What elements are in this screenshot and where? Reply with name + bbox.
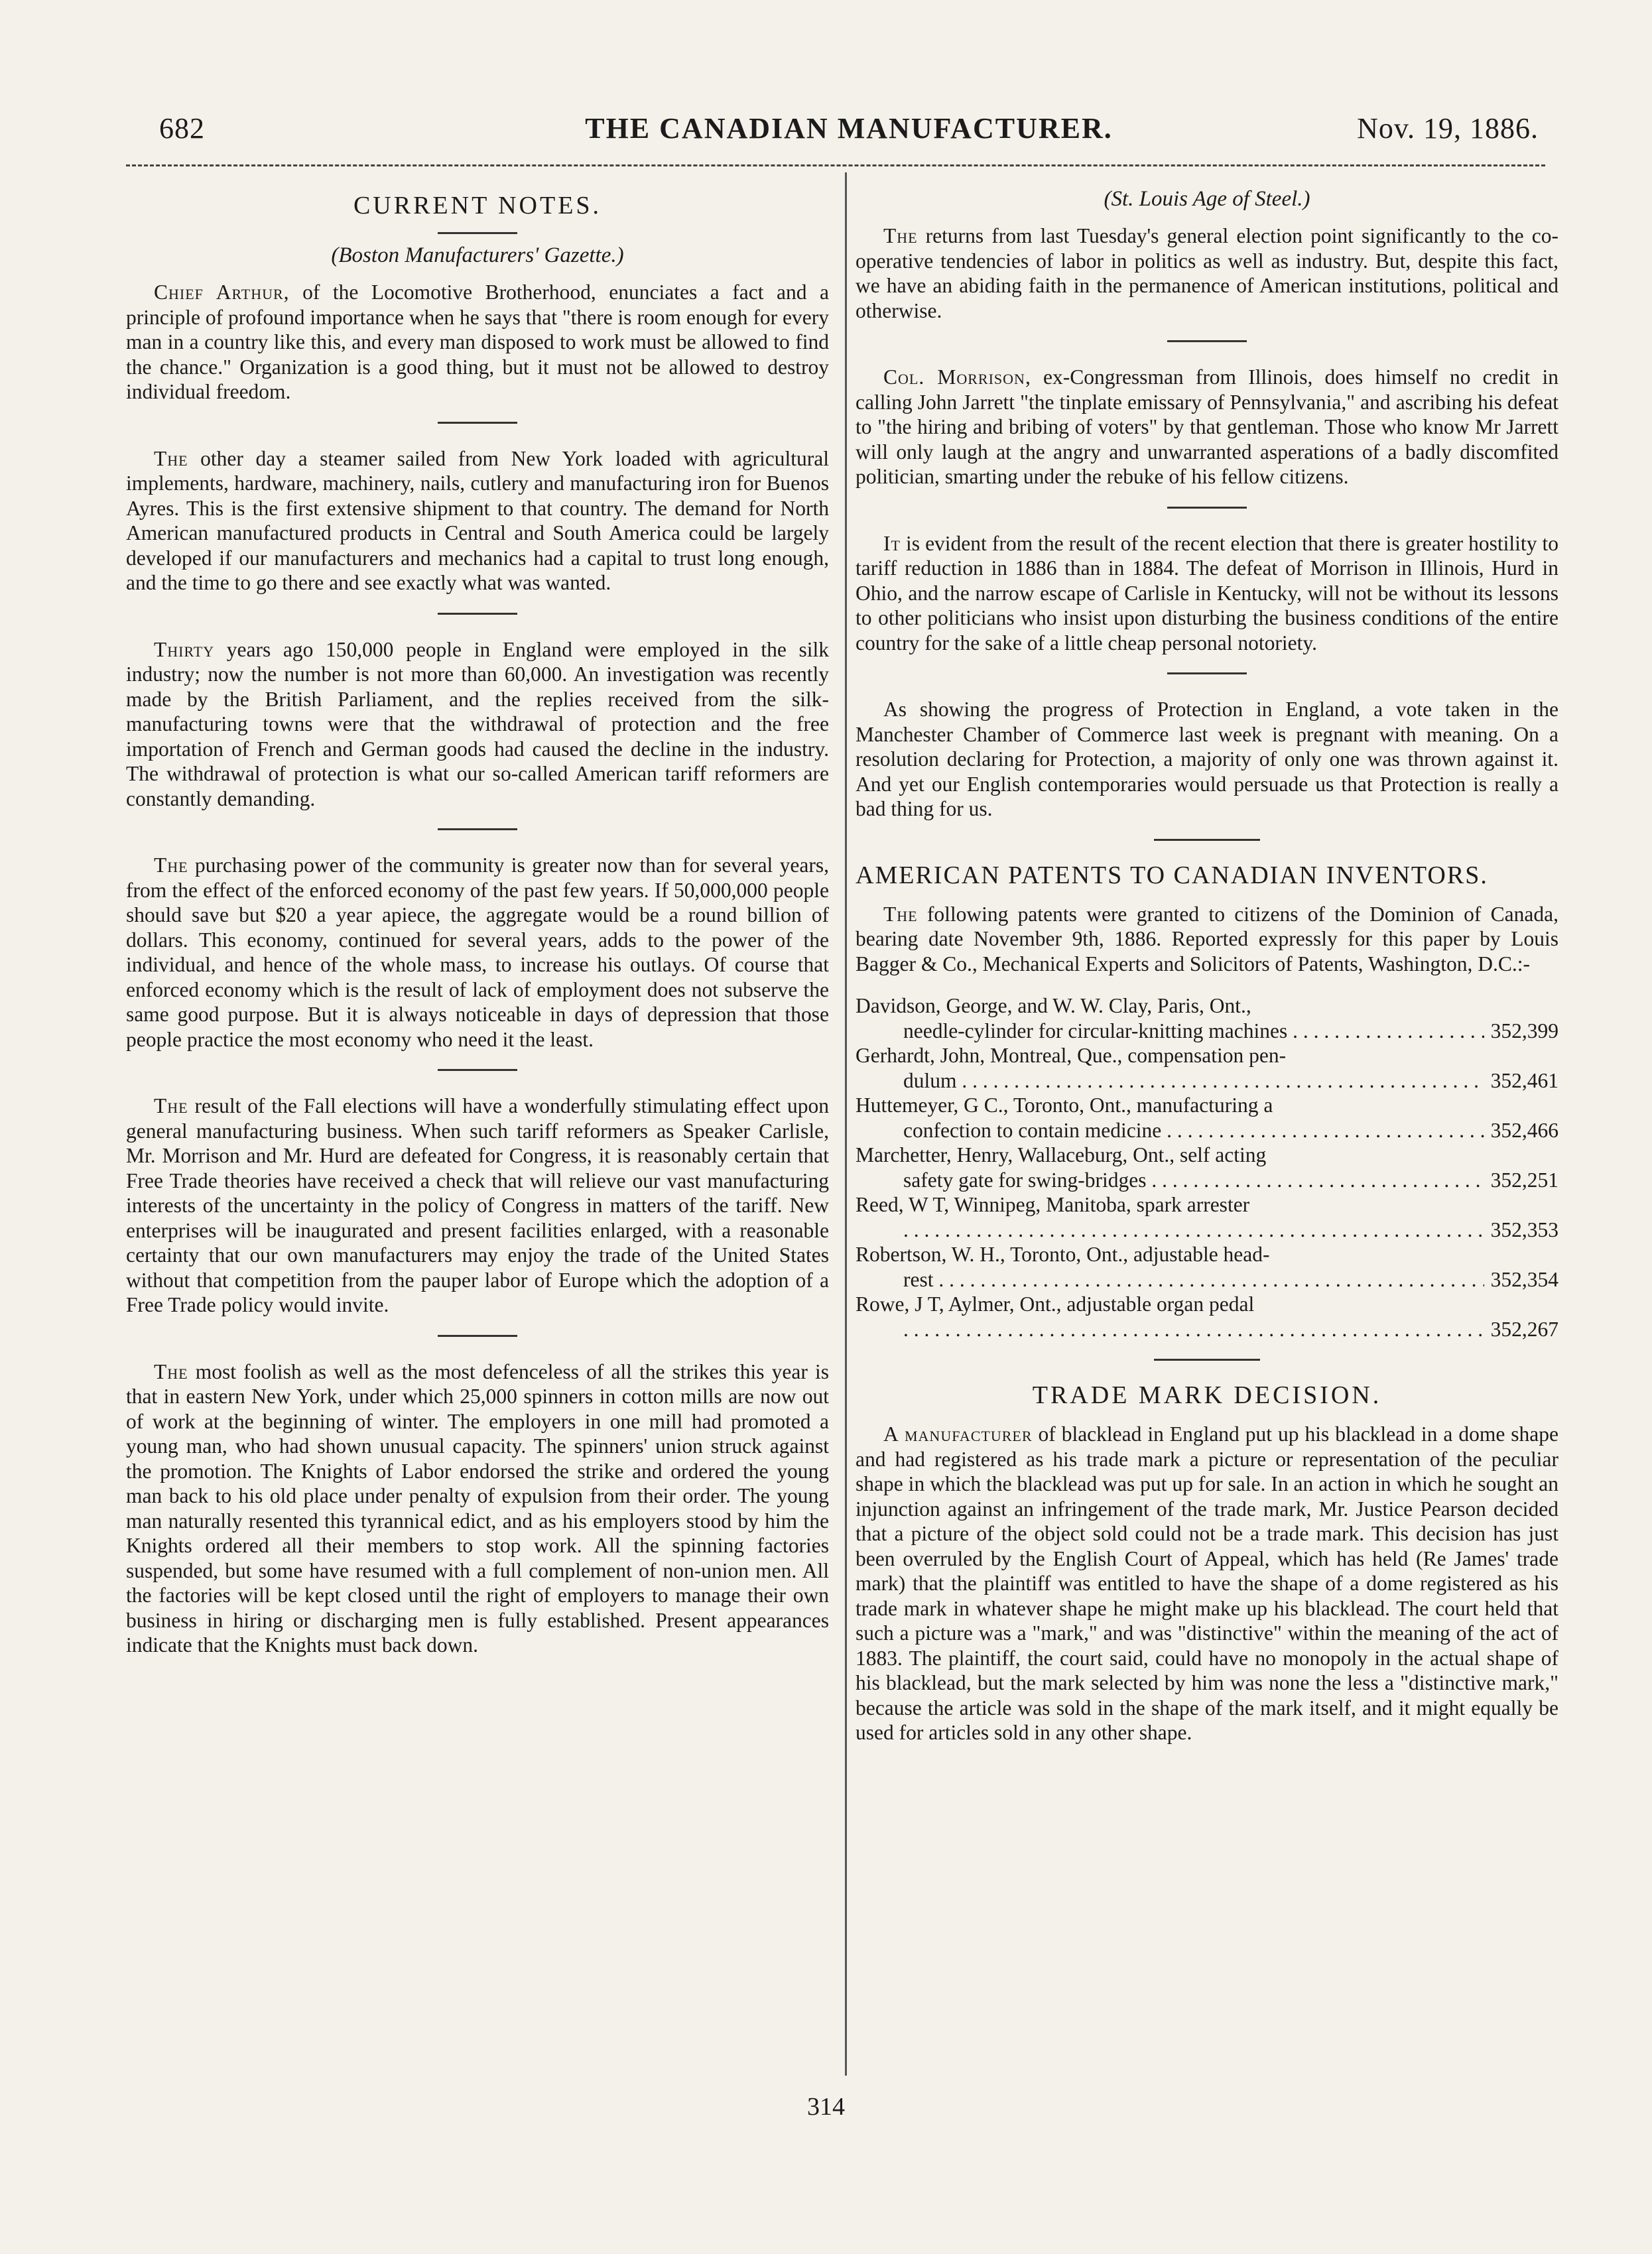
publication-title: THE CANADIAN MANUFACTURER. xyxy=(585,112,1113,145)
header-rule xyxy=(126,164,1545,166)
patent-number: 352,354 xyxy=(1490,1267,1558,1291)
article-separator xyxy=(438,613,517,615)
patent-entry: Davidson, George, and W. W. Clay, Paris, Ont., needle-cylinder for circular-knitting machines . . . 352,399 xyxy=(856,993,1558,1043)
patent-number: 352,251 xyxy=(1490,1168,1558,1192)
column-divider xyxy=(845,172,847,2076)
article: The other day a steamer sailed from New York loaded with agricultural implements, hardware, machinery, nails, cutlery and manufacturing iron for Buenos Ayres. This is the first extensive shipment to that country. The demand for North American manufactured products in Central and South America could be largely developed if our manufacturers and mechanics had a capital to trust long enough, and the time to go there and see exactly what was wanted. xyxy=(126,446,829,594)
patent-entry: Gerhardt, John, Montreal, Que., compensation pen- dulum . . . 352,461 xyxy=(856,1043,1558,1093)
issue-date: Nov. 19, 1886. xyxy=(1357,112,1539,145)
section-separator xyxy=(1154,1359,1260,1361)
folio-number: 314 xyxy=(807,2093,845,2121)
article-separator xyxy=(438,422,517,424)
patent-number: 352,353 xyxy=(1490,1218,1558,1241)
right-column xyxy=(856,187,1558,1763)
patent-entry: Robertson, W. H., Toronto, Ont., adjustable head- rest . . . 352,354 xyxy=(856,1242,1558,1292)
patent-entry: Marchetter, Henry, Wallaceburg, Ont., self acting safety gate for swing-bridges . . . 352,251 xyxy=(856,1143,1558,1192)
section-heading-patents: AMERICAN PATENTS TO CANADIAN INVENTORS. xyxy=(856,861,1488,889)
source-credit: (St. Louis Age of Steel.) xyxy=(1104,187,1310,211)
left-column xyxy=(126,187,829,1675)
section-heading-current-notes: CURRENT NOTES. xyxy=(353,192,602,219)
article: Col. Morrison, ex-Congressman from Illinois, does himself no credit in calling John Jarrett "the tinplate emissary of Pennsylvania," and ascribing his defeat to "the hiring and bribing of voters" by that gentleman. Those who know Mr Jarrett will only laugh at the angry and unwarranted asperations of a badly discomfited politician, smarting under the rebuke of his fellow citizens. xyxy=(856,365,1559,488)
patents-intro: The following patents were granted to citizens of the Dominion of Canada, bearing date November 9th, 1886. Reported expressly for this paper by Louis Bagger & Co., Mechanical Experts and Solicitors of Patents, Washington, D.C.:- xyxy=(856,902,1558,975)
article-separator xyxy=(1167,672,1247,674)
source-credit: (Boston Manufacturers' Gazette.) xyxy=(331,243,624,267)
article-separator xyxy=(438,1069,517,1071)
patent-number: 352,267 xyxy=(1490,1317,1558,1341)
patent-entry: Reed, W T, Winnipeg, Manitoba, spark arrester . . . 352,353 xyxy=(856,1192,1558,1242)
article: Thirty years ago 150,000 people in England were employed in the silk industry; now the number is not more than 60,000. An investigation was recently made by the British Parliament, and the replies received from the silk-manufacturing towns were that the withdrawal of protection and the free importation of French and German goods had caused the decline in the industry. The withdrawal of protection is what our so-called American tariff reformers are constantly demanding. xyxy=(126,637,829,810)
patent-number: 352,461 xyxy=(1490,1068,1558,1092)
article: As showing the progress of Protection in England, a vote taken in the Manchester Chamber of Commerce last week is pregnant with meaning. On a resolution declaring for Protection, a majority of only one was thrown against it. And yet our English contemporaries would persuade us that Protection is really a bad thing for us. xyxy=(856,698,1558,820)
patent-entry: Huttemeyer, G C., Toronto, Ont., manufacturing a confection to contain medicine . . . 352,466 xyxy=(856,1093,1558,1143)
article-separator xyxy=(438,1335,517,1337)
article: A manufacturer of blacklead in England put up his blacklead in a dome shape and had registered as his trade mark a picture or representation of the peculiar shape in which the blacklead was put up for sale. In an action in which he sought an injunction against an infringement of the trade mark, Mr. Justice Pearson decided that a picture of the object sold could not be a trade mark. This decision has just been overruled by the English Court of Appeal, which has held (Re James' trade mark) that the plaintiff was entitled to have the shape of a dome registered as his trade mark in whatever shape he might make up his blacklead. The court held that such a picture was a "mark," and was "distinctive" within the meaning of the act of 1883. The plaintiff, the court said, could have no monopoly in the actual shape of his blacklead, but the mark selected by him was none the less a "distinctive mark," because the article was sold in the shape of the mark itself, and it might equally be used for articles sold in any other shape. xyxy=(856,1422,1558,1744)
section-separator xyxy=(1154,839,1260,841)
article: The returns from last Tuesday's general election point significantly to the co-operative tendencies of labor in politics as well as industry. But, despite this fact, we have an abiding faith in the permanence of American institutions, political and otherwise. xyxy=(856,224,1558,322)
article-separator xyxy=(438,828,517,830)
patent-entry: Rowe, J T, Aylmer, Ont., adjustable organ pedal . . . 352,267 xyxy=(856,1292,1558,1342)
patent-list xyxy=(856,993,1558,1342)
section-heading-trade-mark: TRADE MARK DECISION. xyxy=(1032,1381,1382,1409)
article: Chief Arthur, of the Locomotive Brotherhood, enunciates a fact and a principle of profound importance when he says that "there is room enough for every man in a country like this, and every man disposed to work must be allowed to find the chance." Organization is a good thing, but it must not be allowed to destroy individual freedom. xyxy=(126,281,829,403)
article: The purchasing power of the community is greater now than for several years, from the effect of the enforced economy of the past few years. If 50,000,000 people should save but $20 a year apiece, the aggregate would be a round billion of dollars. This economy, continued for several years, adds to the power of the individual, and hence of the whole mass, to increase his outlays. Of course that enforced economy which is the result of lack of employment does not subserve the same good purpose. But it is always noticeable in days of depression that those people practice the most economy who need it the least. xyxy=(126,853,829,1051)
article: It is evident from the result of the recent election that there is greater hostility to tariff reduction in 1886 than in 1884. The defeat of Morrison in Illinois, Hurd in Ohio, and the narrow escape of Carlisle in Kentucky, will not be without its lessons to other politicians who insist upon disturbing the business conditions of the entire country for the sake of a little cheap personal notoriety. xyxy=(856,531,1558,655)
page-header xyxy=(159,111,1539,151)
heading-rule xyxy=(438,232,517,234)
patent-number: 352,399 xyxy=(1490,1019,1558,1042)
article: The result of the Fall elections will have a wonderfully stimulating effect upon general manufacturing business. When such tariff reformers as Speaker Carlisle, Mr. Morrison and Mr. Hurd are defeated for Congress, it is reasonably certain that Free Trade theories have received a check that will relieve our vast manufacturing interests of the uncertainty in the policy of Congress in matters of the tariff. New enterprises will be inaugurated and present facilities enlarged, with a reasonable certainty that our own manufacturers may enjoy the trade of the United States without that competition from the pauper labor of Europe which the adoption of a Free Trade policy would invite. xyxy=(126,1094,829,1316)
article: The most foolish as well as the most defenceless of all the strikes this year is that in eastern New York, under which 25,000 spinners in cotton mills are now out of work at the beginning of winter. The employers in one mill had promoted a young man, who had shown unusual capacity. The spinners' union struck against the promotion. The Knights of Labor endorsed the strike and ordered the young man back to his old place under penalty of expulsion from their order. The young man naturally resented this tyrannical edict, and as his employers stood by him the Knights ordered all their members to stop work. All the spinning factories suspended, but some have resumed with a full complement of non-union men. All the factories will be kept closed until the right of employers to manage their own business in hiring or discharging men is fully established. Present appearances indicate that the Knights must back down. xyxy=(126,1359,829,1657)
page-number: 682 xyxy=(159,112,205,145)
article-separator xyxy=(1167,340,1247,342)
article-separator xyxy=(1167,507,1247,509)
patent-number: 352,466 xyxy=(1490,1118,1558,1142)
